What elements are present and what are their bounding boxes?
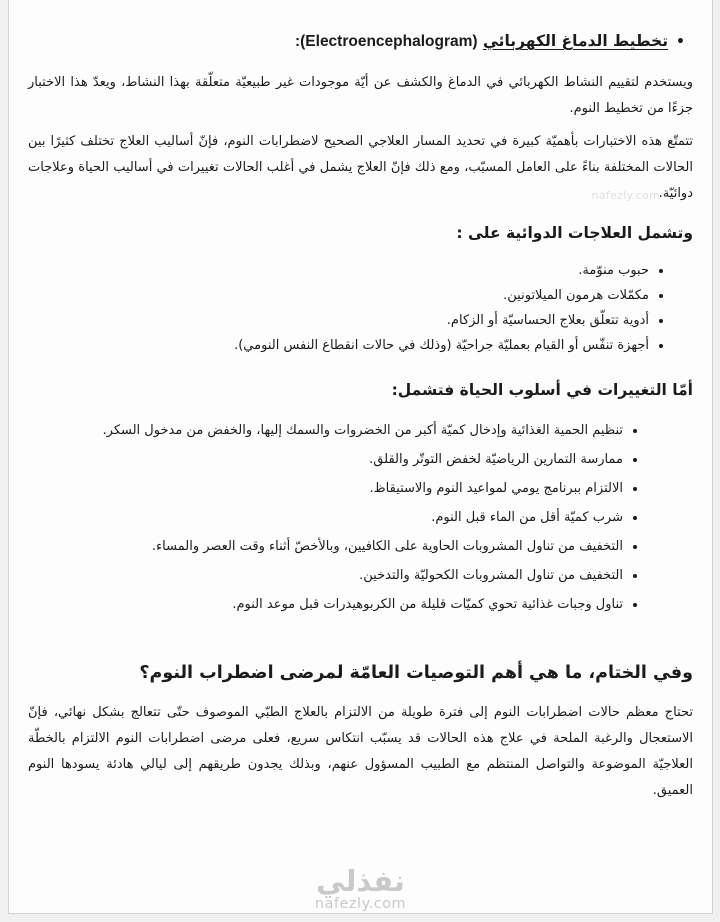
nafezly-logo: نفذلي [316,864,405,898]
inline-site-watermark: nafezly.com [591,189,660,202]
list-item: • تناول وجبات غذائية تحوي كميّات قليلة من الكربوهيدرات قبل موعد النوم. [28,592,623,617]
list-item: • أجهزة تنفّس أو القيام بعمليّة جراحيّة (وذلك في حالات انقطاع النفس النومي). [28,334,649,358]
site-watermark [9,866,712,912]
section-title-eeg [28,32,693,51]
list-item: • الالتزام ببرنامج يومي لمواعيد النوم والاستيقاظ. [28,476,623,501]
document-page [8,0,713,914]
list-item: • مكمّلات هرمون الميلاتونين. [28,284,649,308]
section-title-arabic: تخطيط الدماغ الكهربائي [482,32,669,50]
list-item: • أدوية تتعلّق بعلاج الحساسيّة أو الزكام. [28,309,649,333]
document-content [9,32,712,804]
list-item: • حبوب منوّمة. [28,259,649,283]
bullet-icon: • [676,34,685,50]
intro-paragraph-2: تتمتّع هذه الاختبارات بأهميّة كبيرة في تحديد المسار العلاجي الصحيح لاضطرابات النوم، فإنّ أساليب العلاج تختلف كثيرًا بين الحالات المختلفة بناءً على العامل المسبّب، ومع ذلك فإنّ العلاج يشمل في أغلب الحالات تغييرات في أساليب الحياة وعلاجات دوائيّة. [28,134,693,201]
conclusion-paragraph: تحتاج معظم حالات اضطرابات النوم إلى فترة طويلة من الالتزام بالعلاج الطبّي الموصوف حتّى تتعالج بشكل نهائي، فإنّ الاستعجال والرغبة الملحة في علاج هذه الحالات قد يسبّب انتكاس سريع، فعلى مرضى اضطرابات النوم الالتزام بالخطّة العلاجيّة الموضوعة والتواصل المنتظم مع الطبيب المسؤول عنهم، وبذلك يجدون طريقهم إلى ليالي هادئة يسودها النوم العميق. [28,705,693,798]
lifestyle-list [28,418,693,617]
list-item: • التخفيف من تناول المشروبات الكحوليّة والتدخين. [28,563,623,588]
section-title-latin: (Electroencephalogram): [294,33,478,50]
medications-heading: وتشمل العلاجات الدوائية على : [456,224,693,242]
list-item: • ممارسة التمارين الرياضيّة لخفض التوتّر والقلق. [28,447,623,472]
medications-list [28,259,693,358]
intro-paragraph-1: ويستخدم لتقييم النشاط الكهربائي في الدماغ والكشف عن أيّة موجودات غير طبيعيّة متعلّقة بهذا النشاط، ويعدّ هذا الاختبار جزءًا من تخطيط النوم. [28,75,693,116]
list-item: • شرب كميّة أقل من الماء قبل النوم. [28,505,623,530]
nafezly-site-url: nafezly.com [314,896,407,912]
lifestyle-heading: أمّا التغييرات في أسلوب الحياة فتشمل: [391,381,693,399]
conclusion-heading: وفي الختام، ما هي أهم التوصيات العامّة لمرضى اضطراب النوم؟ [139,663,693,683]
list-item: • التخفيف من تناول المشروبات الحاوية على الكافيين، وبالأخصّ أثناء وقت العصر والمساء. [28,534,623,559]
list-item: • تنظيم الحمية الغذائية وإدخال كميّة أكبر من الخضروات والسمك إليها، والخفض من مدخول السكر. [28,418,623,443]
